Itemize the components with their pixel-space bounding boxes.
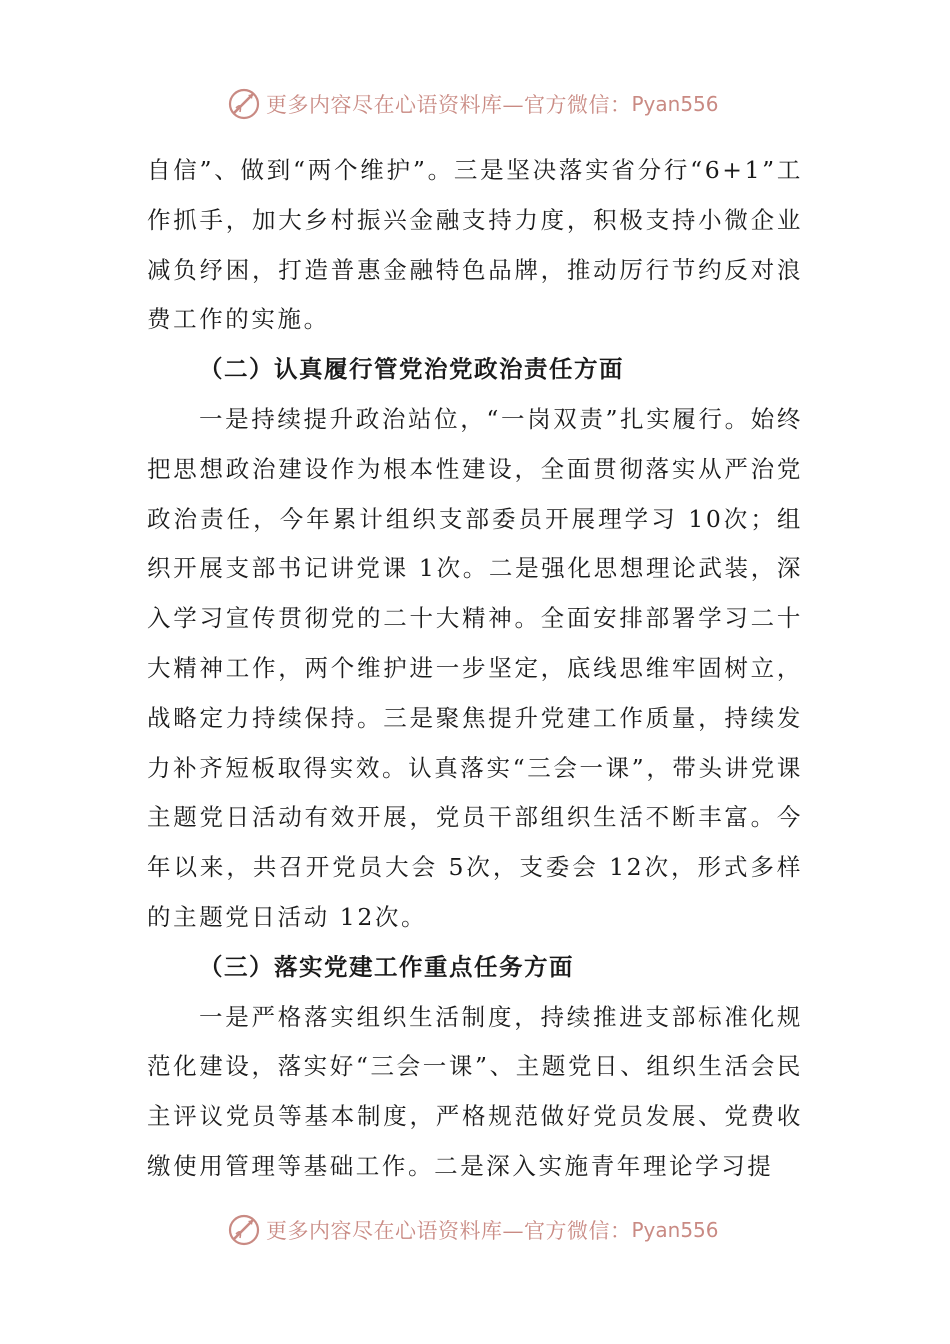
section-heading-2: （二）认真履行管党治党政治责任方面 [199,355,624,384]
pen-logo-icon [226,86,262,122]
paragraph-continued: 自信”、做到“两个维护”。三是坚决落实省分行“6+1”工作抓手，加大乡村振兴金融支持力度，积极支持小微企业减负纾困，打造普惠金融特色品牌，推动厉行节约反对浪费工作的实施。 [147,156,803,334]
section-heading-3: （三）落实党建工作重点任务方面 [199,952,574,981]
watermark-footer [226,1210,719,1250]
watermark-wechat-id: Pyan556 [631,92,719,116]
watermark-text: 更多内容尽在心语资料库—官方微信： [266,1219,632,1243]
watermark-header [226,84,719,124]
document-body [147,146,803,1192]
paragraph-section-3: 一是严格落实组织生活制度，持续推进支部标准化规范化建设，落实好“三会一课”、主题党日、组织生活会民主评议党员等基本制度，严格规范做好党员发展、党费收缴使用管理等基础工作。二是深入实施青年理论学习提 [147,1002,803,1180]
pen-logo-icon [226,1212,262,1248]
watermark-text: 更多内容尽在心语资料库—官方微信： [266,93,632,117]
watermark-wechat-id: Pyan556 [631,1218,719,1242]
paragraph-section-2: 一是持续提升政治站位，“一岗双责”扎实履行。始终把思想政治建设作为根本性建设，全面贯彻落实从严治党政治责任，今年累计组织支部委员开展理学习 10次；组织开展支部书记讲党课 1次。二是强化思想理论武装，深入学习宣传贯彻党的二十大精神。全面安排部署学习二十大精神工作，两个维护进一步坚定，底线思维牢固树立，战略定力持续保持。三是聚焦提升党建工作质量，持续发力补齐短板取得实效。认真落实“三会一课”，带头讲党课主题党日活动有效开展，党员干部组织生活不断丰富。今年以来，共召开党员大会 5次，支委会 12次，形式多样的主题党日活动 12次。 [147,404,803,931]
